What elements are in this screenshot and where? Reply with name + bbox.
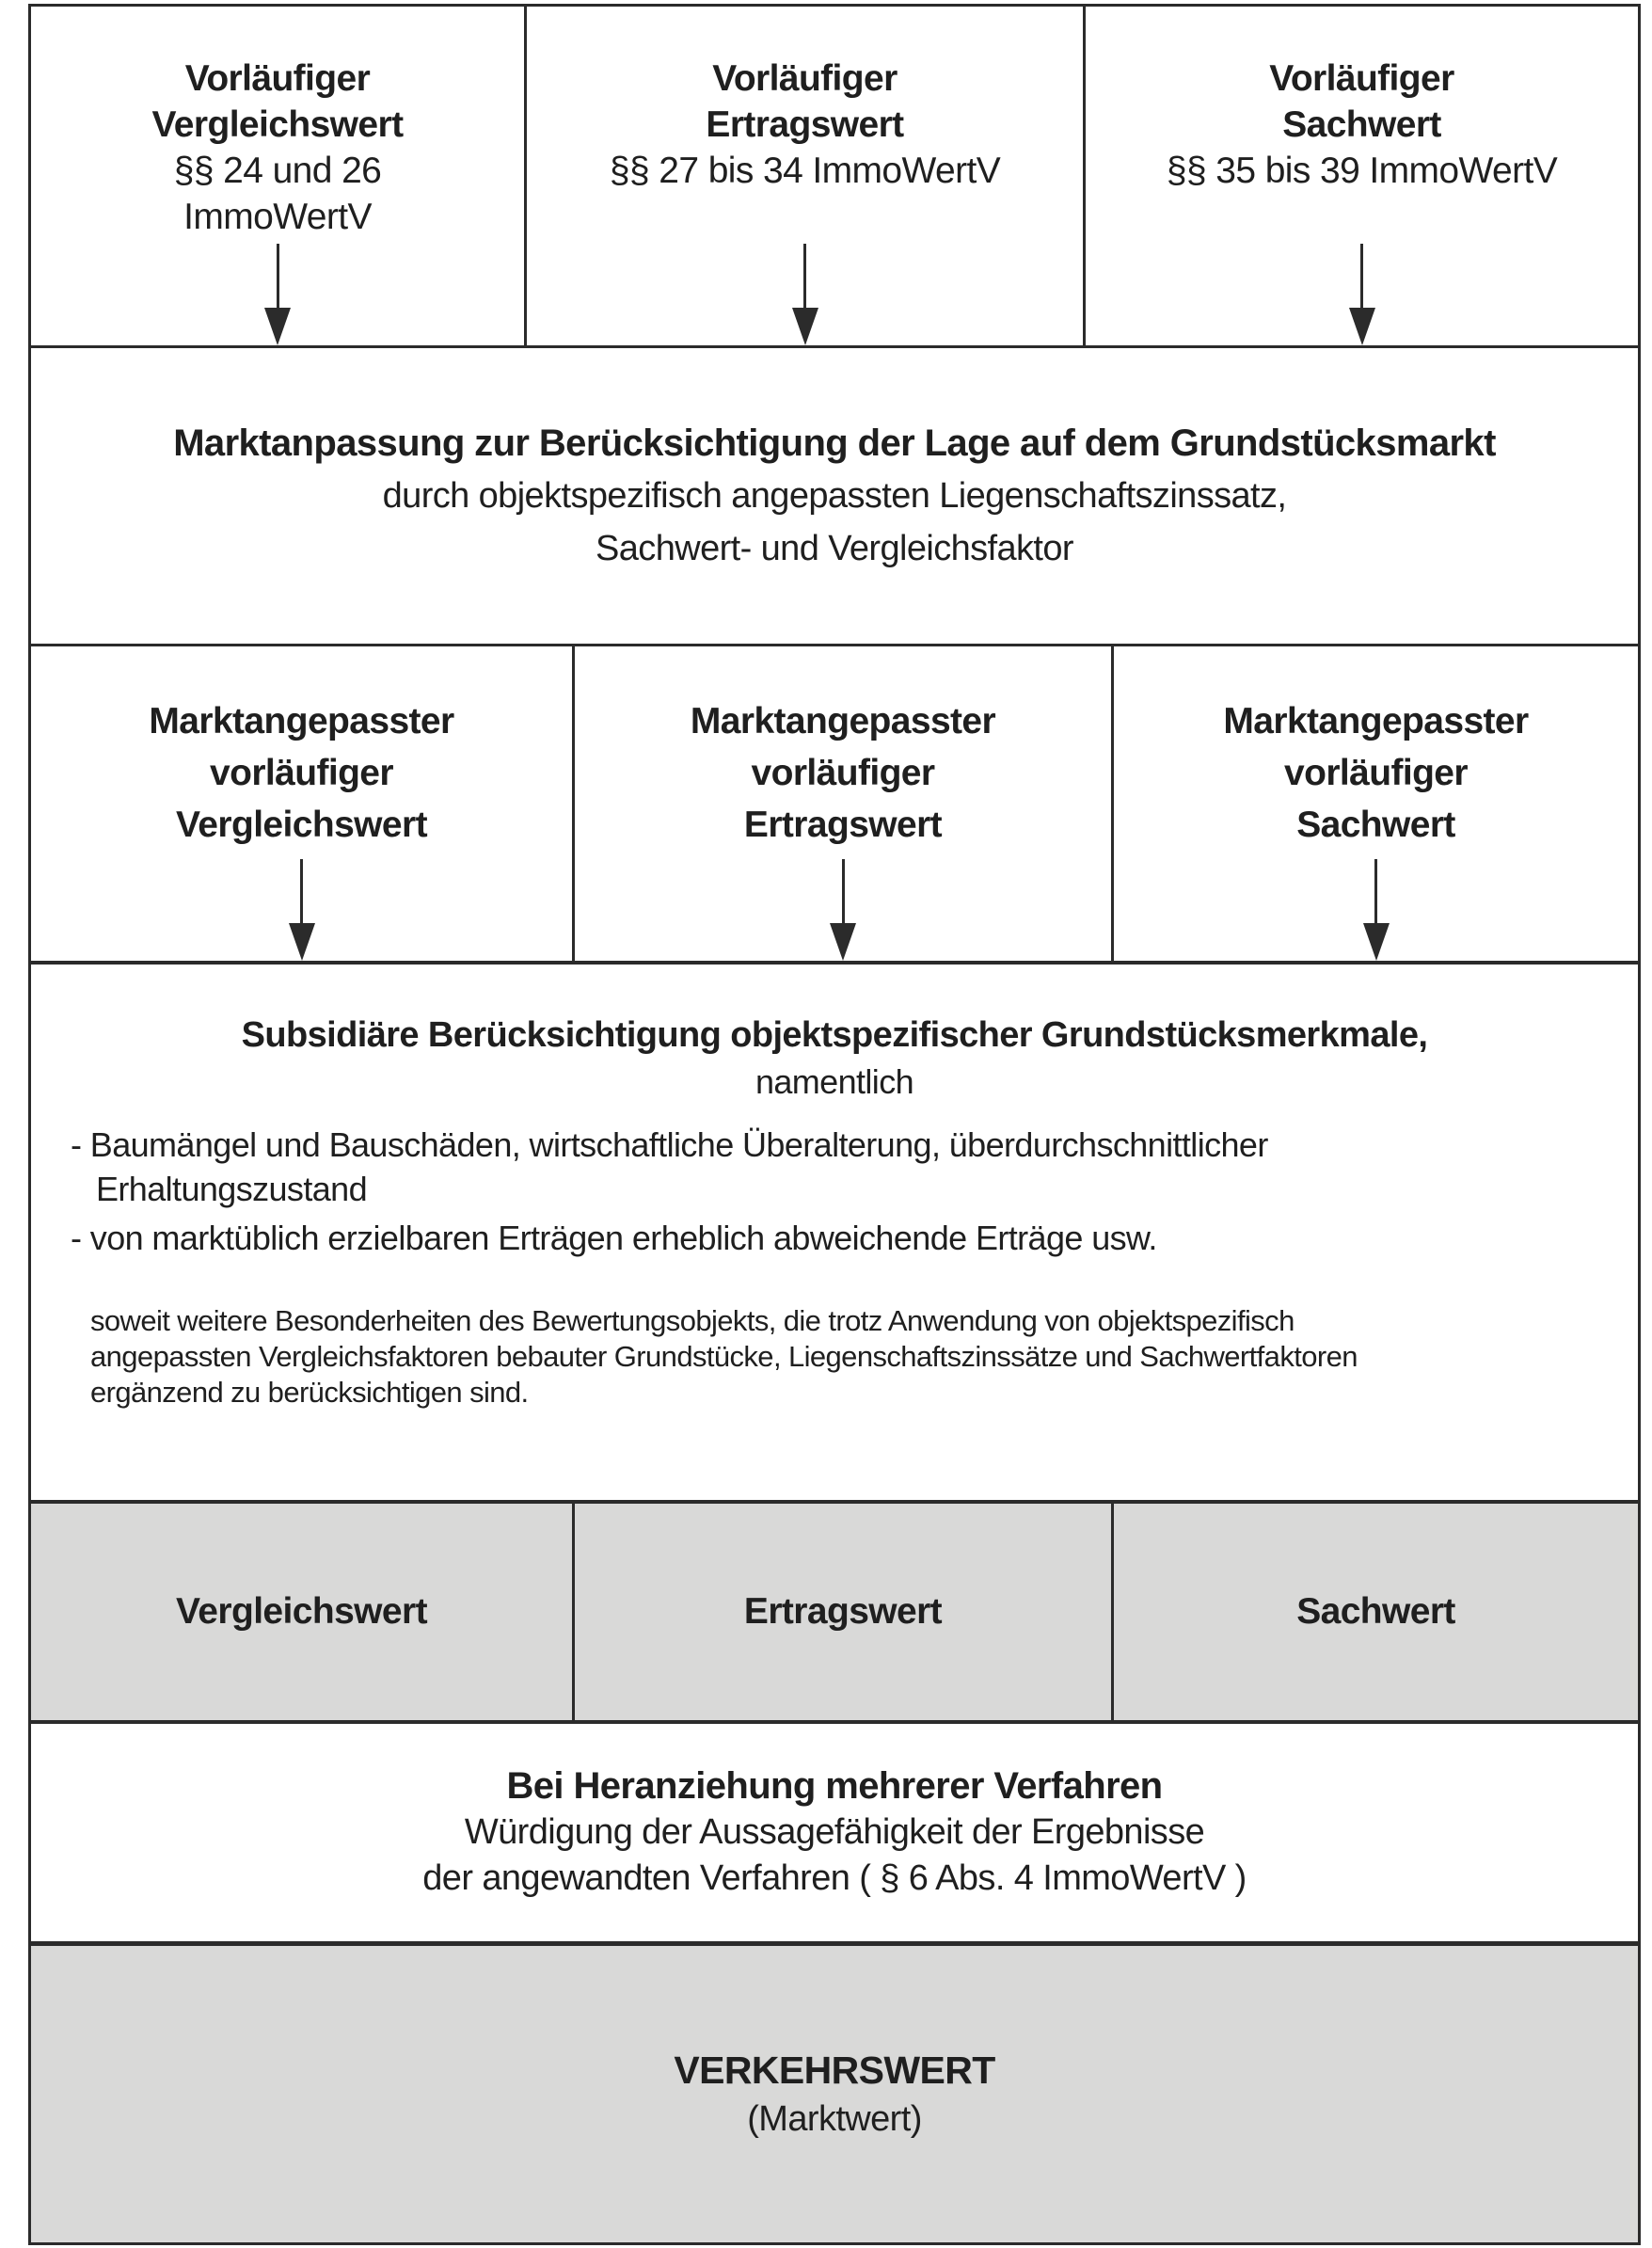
cell-line: vorläufiger [1284, 753, 1468, 793]
down-arrow-icon [1363, 859, 1390, 961]
result-sachwert-cell [1111, 1504, 1638, 1720]
adjusted-values-row [31, 646, 1638, 965]
market-value-box [31, 1946, 1638, 2242]
bullet-line: Erhaltungszustand [96, 1170, 367, 1208]
cell-title [31, 56, 524, 148]
arrow-head [264, 308, 291, 345]
bullet-line: - Baumängel und Bauschäden, wirtschaftliche Überalterung, überdurchschnittlicher [71, 1125, 1268, 1164]
subtitle-line: §§ 24 und 26 [173, 151, 382, 191]
subsidiary-heading: Subsidiäre Berücksichtigung objektspezifischer Grundstücksmerkmale, [241, 1015, 1428, 1055]
subsidiary-subheading: namentlich [755, 1062, 914, 1101]
bullet-item [71, 1123, 1610, 1211]
arrow-shaft [1360, 244, 1363, 308]
arrow-head [1349, 308, 1375, 345]
subtitle-line: §§ 27 bis 34 ImmoWertV [609, 151, 1001, 191]
cell-title [527, 56, 1083, 148]
result-label: Vergleichswert [176, 1591, 427, 1632]
preliminary-vergleichswert-cell [31, 7, 524, 345]
cell-line: Marktangepasster [690, 701, 996, 741]
title-line: Vorläufiger [712, 58, 897, 99]
down-arrow-icon [1349, 244, 1375, 345]
subtitle-line: ImmoWertV [183, 197, 372, 237]
title-line: Sachwert [1282, 104, 1441, 145]
down-arrow-icon [264, 244, 291, 345]
title-line: Vorläufiger [1269, 58, 1454, 99]
note-line: angepassten Vergleichsfaktoren bebauter Grundstücke, Liegenschaftszinssätze und Sachwertfaktoren [90, 1340, 1358, 1373]
arrow-shaft [1374, 859, 1377, 923]
title-line: Ertragswert [706, 104, 904, 145]
adjusted-vergleichswert-cell [31, 646, 572, 961]
arrow-head [289, 923, 315, 961]
arrow-head [792, 308, 818, 345]
cell-subtitle [31, 148, 524, 240]
multiple-methods-box [31, 1724, 1638, 1946]
bullet-item [71, 1216, 1610, 1260]
cell-line: Marktangepasster [1223, 701, 1529, 741]
result-vergleichswert-cell [31, 1504, 572, 1720]
subtitle-line: §§ 35 bis 39 ImmoWertV [1166, 151, 1558, 191]
cell-line: vorläufiger [210, 753, 393, 793]
title-line: Vergleichswert [151, 104, 404, 145]
arrow-shaft [277, 244, 279, 308]
preliminary-sachwert-cell [1083, 7, 1638, 345]
note-line: ergänzend zu berücksichtigen sind. [90, 1376, 529, 1409]
arrow-shaft [842, 859, 845, 923]
market-value-title: VERKEHRSWERT [674, 2048, 995, 2092]
subsidiary-bullet-list [31, 1123, 1638, 1260]
down-arrow-icon [830, 859, 856, 961]
down-arrow-icon [289, 859, 315, 961]
arrow-shaft [803, 244, 806, 308]
market-adjustment-heading: Marktanpassung zur Berücksichtigung der Lage auf dem Grundstücksmarkt [173, 422, 1496, 464]
preliminary-values-row [31, 7, 1638, 348]
preliminary-ertragswert-cell [524, 7, 1083, 345]
arrow-head [830, 923, 856, 961]
cell-line: Sachwert [1296, 805, 1455, 845]
result-label: Ertragswert [743, 1591, 943, 1632]
market-adjustment-line: durch objektspezifisch angepassten Liegenschaftszinssatz, [382, 476, 1287, 516]
valuation-flowchart [28, 4, 1641, 2245]
arrow-head [1363, 923, 1390, 961]
adjusted-sachwert-cell [1111, 646, 1638, 961]
result-ertragswert-cell [572, 1504, 1111, 1720]
methods-heading: Bei Heranziehung mehrerer Verfahren [506, 1765, 1163, 1807]
cell-line: vorläufiger [751, 753, 935, 793]
arrow-shaft [300, 859, 303, 923]
subsidiary-consideration-box [31, 965, 1638, 1504]
down-arrow-icon [792, 244, 818, 345]
subsidiary-note [31, 1303, 1638, 1411]
cell-line: Marktangepasster [149, 701, 454, 741]
methods-line: der angewandten Verfahren ( § 6 Abs. 4 ImmoWertV ) [422, 1858, 1247, 1898]
result-values-row [31, 1504, 1638, 1724]
cell-subtitle [1086, 148, 1638, 194]
methods-line: Würdigung der Aussagefähigkeit der Ergebnisse [464, 1812, 1205, 1852]
result-label: Sachwert [1296, 1591, 1455, 1632]
market-value-subtitle: (Marktwert) [747, 2098, 922, 2139]
cell-title [1086, 56, 1638, 148]
cell-line: Vergleichswert [176, 805, 427, 845]
bullet-line: - von marktüblich erzielbaren Erträgen erheblich abweichende Erträge usw. [71, 1219, 1157, 1257]
market-adjustment-line: Sachwert- und Vergleichsfaktor [596, 529, 1073, 568]
adjusted-ertragswert-cell [572, 646, 1111, 961]
cell-subtitle [527, 148, 1083, 194]
title-line: Vorläufiger [184, 58, 371, 99]
note-line: soweit weitere Besonderheiten des Bewertungsobjekts, die trotz Anwendung von objektspezifisch [90, 1304, 1295, 1337]
cell-line: Ertragswert [743, 805, 943, 845]
market-adjustment-box [31, 348, 1638, 646]
